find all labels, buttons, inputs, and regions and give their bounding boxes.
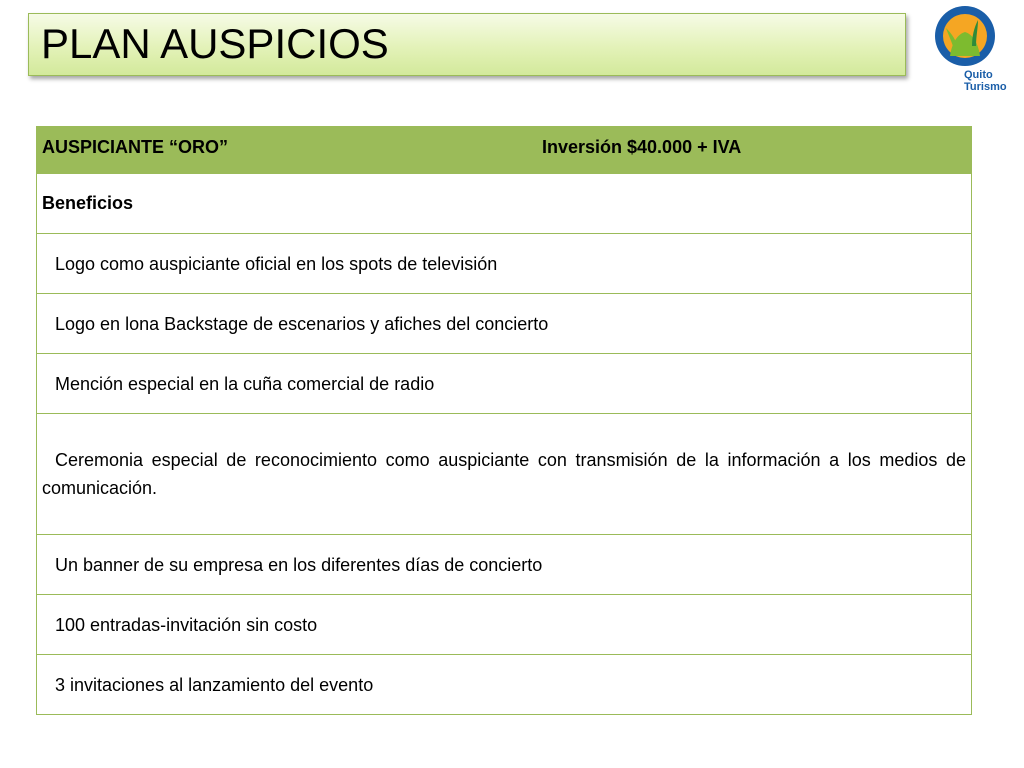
benefit-item (37, 234, 972, 294)
table-row (37, 414, 972, 535)
table-row (37, 294, 972, 354)
benefit-item (37, 595, 972, 655)
table-header-row (37, 127, 972, 174)
table-row (37, 234, 972, 294)
sponsor-level: AUSPICIANTE “ORO” (42, 137, 229, 157)
slide-title: PLAN AUSPICIOS (41, 20, 389, 67)
section-label-row (37, 174, 972, 234)
section-label: Beneficios (37, 174, 972, 234)
table-row (37, 655, 972, 715)
table-row (37, 354, 972, 414)
table-header-cell (37, 127, 972, 174)
table-row (37, 595, 972, 655)
sponsorship-table (36, 126, 972, 715)
benefit-text: Ceremonia especial de reconocimiento como auspiciante con transmisión de la información a los medios de comunicación. (42, 450, 966, 498)
benefit-text: 3 invitaciones al lanzamiento del evento (55, 674, 374, 695)
benefit-item (37, 414, 972, 535)
benefit-item (37, 354, 972, 414)
benefit-text: Logo como auspiciante oficial en los spots de televisión (55, 253, 498, 274)
table-row (37, 535, 972, 595)
logo-text-line1: Quito (964, 69, 993, 81)
benefit-text: Mención especial en la cuña comercial de radio (55, 373, 435, 394)
benefit-text: Logo en lona Backstage de escenarios y afiches del concierto (55, 313, 549, 334)
benefit-item (37, 535, 972, 595)
benefit-item (37, 655, 972, 715)
benefit-item (37, 294, 972, 354)
benefit-text: Un banner de su empresa en los diferentes días de concierto (55, 554, 543, 575)
investment-amount: Inversión $40.000 + IVA (542, 137, 742, 157)
logo-text-line2: Turismo (964, 81, 1007, 93)
title-box (28, 13, 906, 76)
benefit-text: 100 entradas-invitación sin costo (55, 614, 318, 635)
